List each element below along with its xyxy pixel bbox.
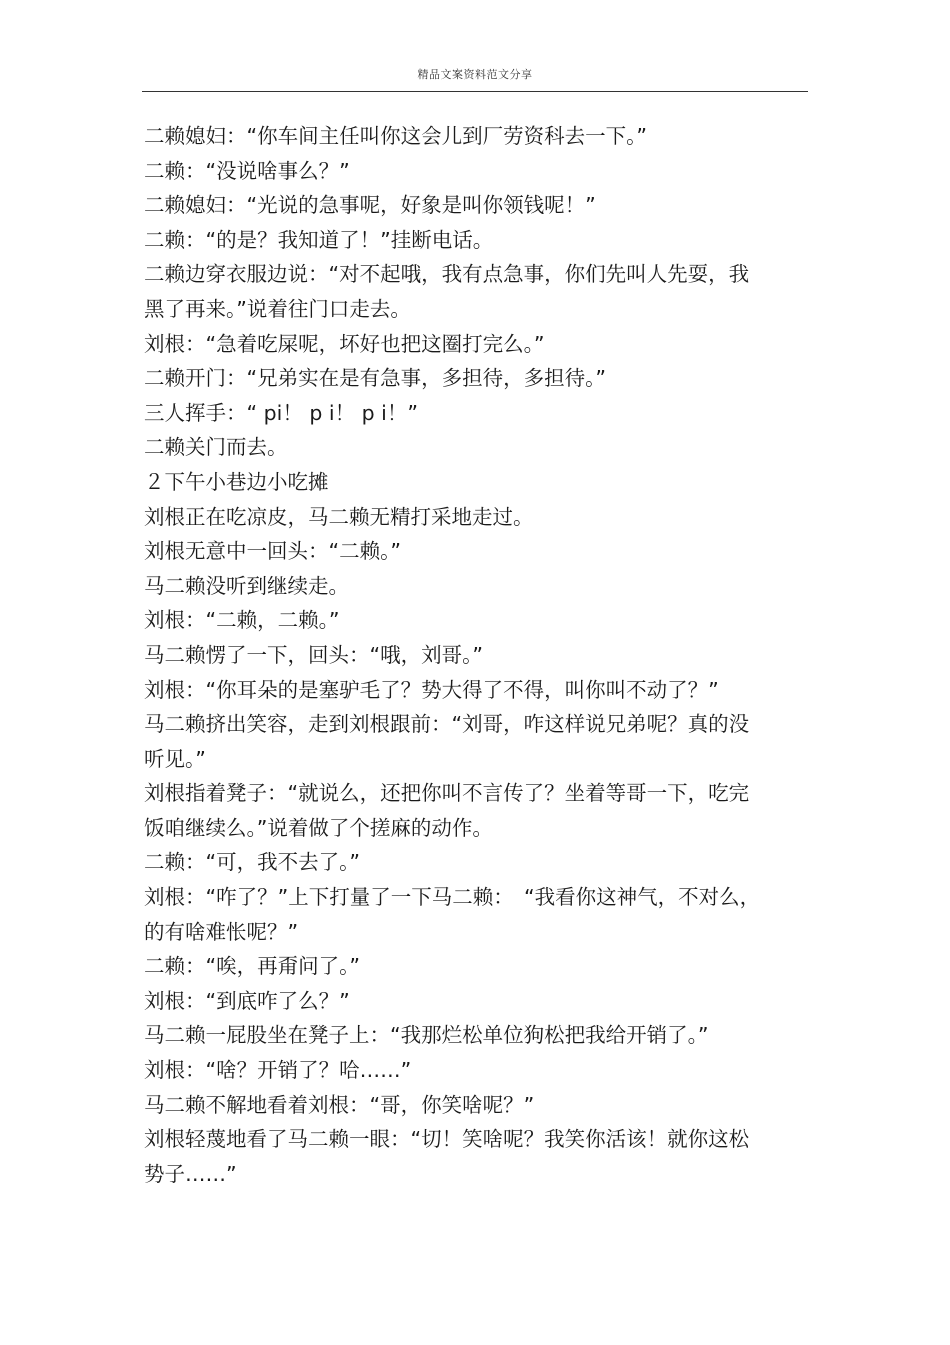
text-line: 刘根正在吃凉皮，马二赖无精打采地走过。 <box>144 504 534 529</box>
text-line: 刘根：“急着吃屎呢，坏好也把这圈打完么。” <box>144 331 545 356</box>
text-line: 刘根：“啥？开销了？哈……” <box>144 1058 412 1083</box>
text-line: 马二赖挤出笑容，走到刘根跟前：“刘哥，咋这样说兄弟呢？真的没 <box>144 712 750 737</box>
text-line: 二赖：“的是？我知道了！”挂断电话。 <box>144 227 494 252</box>
text-line: 二赖开门：“兄弟实在是有急事，多担待，多担待。” <box>144 366 606 391</box>
header-title: 精品文案资料范文分享 <box>417 68 533 81</box>
text-line: 二赖：“唉，再甭问了。” <box>144 954 360 979</box>
text-line: 二赖：“可，我不去了。” <box>144 850 360 875</box>
text-line: 三人挥手：“ pi！ p i！ p i！” <box>144 400 418 425</box>
text-line: 二赖边穿衣服边说：“对不起哦，我有点急事，你们先叫人先耍，我 <box>144 262 750 287</box>
text-line: 势子……” <box>144 1161 237 1186</box>
text-line: 二赖媳妇：“光说的急事呢，好象是叫你领钱呢！” <box>144 193 596 218</box>
text-line: 刘根轻蔑地看了马二赖一眼：“切！笑啥呢？我笑你活该！就你这松 <box>144 1127 750 1152</box>
text-line: 刘根：“你耳朵的是塞驴毛了？势大得了不得，叫你叫不动了？” <box>144 677 719 702</box>
document-body <box>144 119 794 1191</box>
text-line: 马二赖一屁股坐在凳子上：“我那烂松单位狗松把我给开销了。” <box>144 1023 709 1048</box>
text-line: 二赖媳妇：“你车间主任叫你这会儿到厂劳资科去一下。” <box>144 124 647 148</box>
text-line: 的有啥难怅呢？” <box>144 919 299 944</box>
text-line: 饭咱继续么。”说着做了个搓麻的动作。 <box>144 815 493 840</box>
text-line: 刘根：“咋了？”上下打量了一下马二赖： “我看你这神气，不对么， <box>144 885 761 910</box>
text-line: 马二赖愣了一下，回头：“哦，刘哥。” <box>144 642 483 667</box>
page-header <box>142 62 808 92</box>
text-line: 二赖关门而去。 <box>144 435 288 460</box>
text-line: 马二赖没听到继续走。 <box>144 573 349 598</box>
scene-heading: ２下午小巷边小吃摊 <box>144 469 329 494</box>
text-line: 马二赖不解地看着刘根：“哥，你笑啥呢？” <box>144 1092 535 1117</box>
text-line: 二赖：“没说啥事么？” <box>144 158 350 183</box>
text-line: 听见。” <box>144 746 206 771</box>
text-line: 刘根：“二赖，二赖。” <box>144 608 340 633</box>
text-line: 刘根指着凳子：“就说么，还把你叫不言传了？坐着等哥一下，吃完 <box>144 781 750 806</box>
text-line: 刘根：“到底咋了么？” <box>144 988 350 1013</box>
text-line: 黑了再来。”说着往门口走去。 <box>144 296 411 321</box>
text-line: 刘根无意中一回头：“二赖。” <box>144 539 401 564</box>
